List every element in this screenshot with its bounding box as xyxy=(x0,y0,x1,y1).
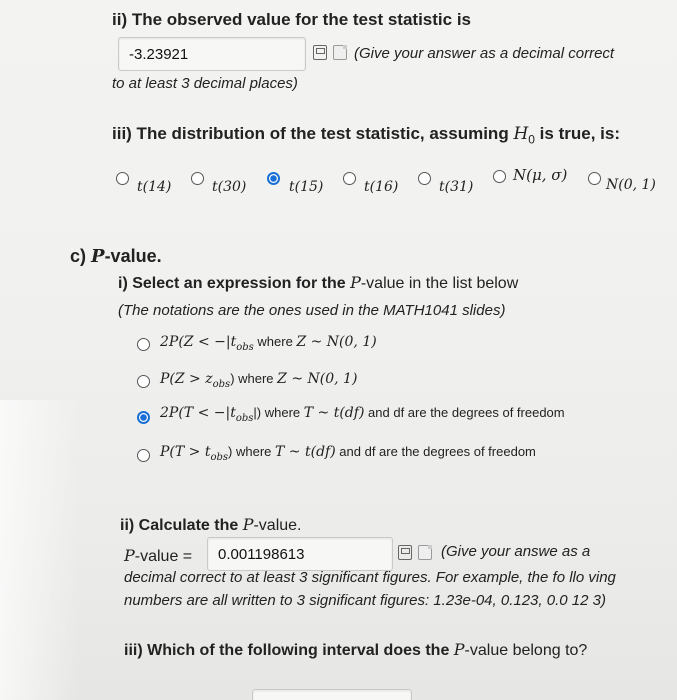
option-t14-label: t(14) xyxy=(137,179,172,195)
expr-3-tail: and df are the degrees of freedom xyxy=(364,405,565,420)
part-c-suffix: -value. xyxy=(104,246,162,266)
part-c-ii-title xyxy=(120,515,302,535)
calculator-icon[interactable] xyxy=(313,45,327,60)
option-n-mu-sigma-label: N(μ, σ) xyxy=(513,166,568,184)
part-c-iii-p-symbol: P xyxy=(453,640,465,659)
calculator-icon[interactable] xyxy=(398,545,412,560)
h0-symbol: H xyxy=(513,124,529,144)
option-t16-label: t(16) xyxy=(364,179,399,195)
test-statistic-hint-cont: to at least 3 decimal places) xyxy=(112,75,298,92)
part-c-i-note: (The notations are the ones used in the MATH1041 slides) xyxy=(118,302,506,319)
part-c-p-symbol: P xyxy=(91,246,105,267)
h0-subscript: 0 xyxy=(528,132,535,147)
part-c-prefix: c) xyxy=(70,246,92,266)
interval-select[interactable] xyxy=(252,689,412,700)
screen-glare xyxy=(0,400,80,700)
radio-t16[interactable] xyxy=(343,172,356,185)
expr-1-rest: where xyxy=(253,334,297,349)
question-iii-title xyxy=(112,124,620,146)
expr-1-label xyxy=(160,333,377,353)
expr-1-rest-math: Z ~ N(0, 1) xyxy=(296,334,377,350)
part-c-iii-title xyxy=(124,640,587,660)
pvalue-hint: (Give your answe as a xyxy=(441,543,591,560)
expr-4-label xyxy=(160,443,536,463)
expr-3-rest: |) where xyxy=(253,405,304,420)
expr-1-sub: obs xyxy=(236,341,254,353)
part-c-ii-post: -value. xyxy=(253,517,302,534)
part-c-i-post: -value in the list below xyxy=(360,275,519,292)
radio-t15[interactable] xyxy=(267,172,280,185)
pvalue-label-rest: -value = xyxy=(134,548,193,565)
expr-3-label xyxy=(160,404,565,424)
part-c-i-title xyxy=(118,273,518,293)
radio-t30[interactable] xyxy=(191,172,204,185)
question-ii-title: ii) The observed value for the test statistic is xyxy=(112,10,471,29)
test-statistic-input[interactable] xyxy=(118,37,306,71)
question-iii-title-post: is true, is: xyxy=(534,124,620,143)
document-icon[interactable] xyxy=(333,45,347,60)
part-c-i-p-symbol: P xyxy=(350,273,361,292)
pvalue-label-p: P xyxy=(124,546,135,565)
radio-n01[interactable] xyxy=(588,172,601,185)
expr-4-rest-math: T ~ t(df) xyxy=(275,444,336,460)
test-statistic-value: -3.23921 xyxy=(129,45,189,63)
radio-expr-3[interactable] xyxy=(137,411,150,424)
expr-4-rest: ) where xyxy=(228,444,276,459)
radio-expr-1[interactable] xyxy=(137,338,150,351)
pvalue-label xyxy=(124,546,192,566)
pvalue-hint-2: decimal correct to at least 3 significant figures. For example, the fo llo ving xyxy=(124,569,616,586)
pvalue-value: 0.001198613 xyxy=(218,545,305,563)
expr-2-rest-math: Z ~ N(0, 1) xyxy=(277,371,358,387)
pvalue-input[interactable] xyxy=(207,537,393,571)
part-c-ii-pre: ii) Calculate the xyxy=(120,517,243,534)
expr-2-math: P(Z > z xyxy=(160,371,213,387)
radio-n-mu-sigma[interactable] xyxy=(493,170,506,183)
expr-3-rest-math: T ~ t(df) xyxy=(303,405,365,421)
radio-t14[interactable] xyxy=(116,172,129,185)
expr-3-math: 2P(T < −|t xyxy=(160,405,236,421)
test-statistic-hint: (Give your answer as a decimal correct xyxy=(354,45,615,62)
radio-expr-4[interactable] xyxy=(137,449,150,462)
expr-4-tail: and df are the degrees of freedom xyxy=(335,444,536,459)
pvalue-hint-3: numbers are all written to 3 significant figures: 1.23e-04, 0.123, 0.0 12 3) xyxy=(124,592,606,609)
part-c-ii-p-symbol: P xyxy=(242,515,254,534)
option-n01-label: N(0, 1) xyxy=(606,177,656,193)
expr-2-sub: obs xyxy=(212,378,231,390)
radio-expr-2[interactable] xyxy=(137,375,150,388)
part-c-iii-pre: iii) Which of the following interval does the xyxy=(124,642,454,659)
option-t15-label: t(15) xyxy=(289,179,324,195)
expr-4-math: P(T > t xyxy=(160,444,211,460)
expr-3-sub: obs xyxy=(235,412,254,424)
option-t31-label: t(31) xyxy=(439,179,474,195)
expr-4-sub: obs xyxy=(210,451,229,463)
radio-t31[interactable] xyxy=(418,172,431,185)
expr-1-math: 2P(Z < −|t xyxy=(160,334,237,350)
part-c-title xyxy=(70,246,162,267)
question-iii-title-pre: iii) The distribution of the test statistic, assuming xyxy=(112,124,514,143)
part-c-iii-post: -value belong to? xyxy=(464,642,588,659)
option-t30-label: t(30) xyxy=(212,179,247,195)
expr-2-label xyxy=(160,370,357,390)
expr-2-rest: ) where xyxy=(230,371,278,386)
document-icon[interactable] xyxy=(418,545,432,560)
part-c-i-pre: i) Select an expression for the xyxy=(118,275,351,292)
